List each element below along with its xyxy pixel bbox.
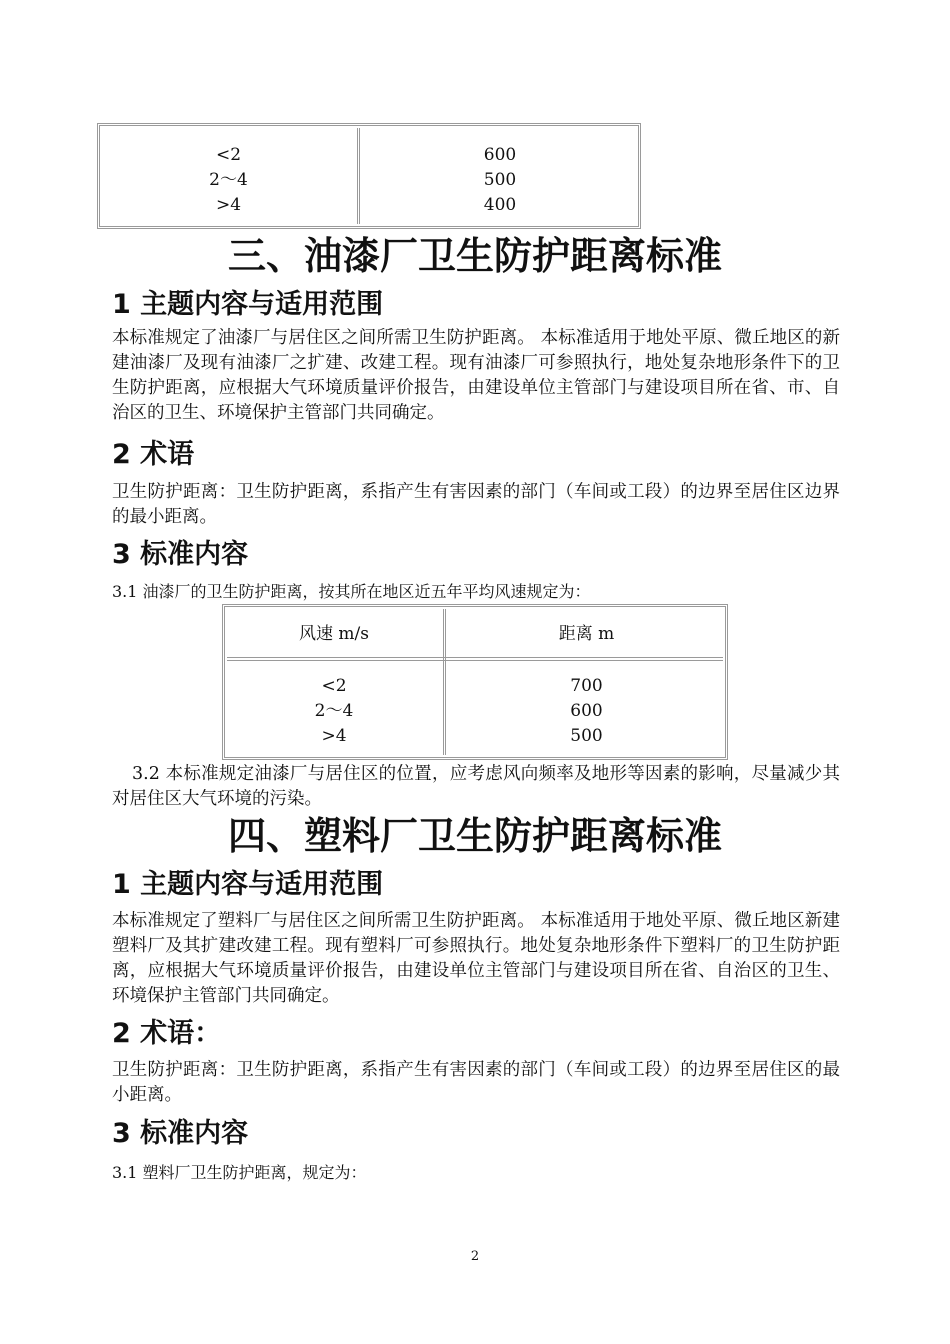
wind-speed-value: >4	[215, 195, 242, 215]
distance-value: 400	[483, 195, 517, 215]
header-wind-speed: 风速 m/s	[299, 624, 369, 644]
distance-table-continued	[97, 123, 641, 229]
distance-column	[362, 143, 638, 218]
paragraph-3-2: 3.2 本标准规定油漆厂与居住区的位置，应考虑风向频率及地形等因素的影响，尽量减少其对居住区大气环境的污染。	[112, 764, 841, 809]
paragraph-terms: 卫生防护距离：卫生防护距离，系指产生有害因素的部门（车间或工段）的边界至居住区边界的最小距离。	[112, 482, 840, 527]
paragraph-3-1: 3.1 塑料厂卫生防护距离，规定为：	[112, 1163, 367, 1182]
distance-column	[448, 674, 725, 749]
table-header-divider	[227, 657, 723, 661]
wind-speed-value: 2～4	[209, 170, 248, 190]
distance-value: 600	[570, 701, 603, 721]
heading-standard-content: 3 标准内容	[112, 539, 249, 570]
wind-speed-value: <2	[321, 676, 347, 696]
wind-speed-column	[225, 674, 443, 749]
heading-terms: 2 术语：	[112, 1018, 222, 1049]
heading-scope: 1 主题内容与适用范围	[112, 289, 384, 320]
page-number: 2	[470, 1249, 480, 1264]
heading-standard-content: 3 标准内容	[112, 1118, 249, 1149]
paint-factory-distance-table	[222, 604, 728, 760]
wind-speed-value: 2～4	[314, 701, 354, 721]
heading-scope: 1 主题内容与适用范围	[112, 869, 384, 900]
distance-value: 500	[483, 170, 517, 190]
distance-value: 700	[570, 676, 603, 696]
section-title-paint-factory: 三、油漆厂卫生防护距离标准	[227, 234, 722, 278]
header-distance: 距离 m	[558, 624, 615, 644]
paragraph-3-1: 3.1 油漆厂的卫生防护距离，按其所在地区近五年平均风速规定为：	[112, 582, 591, 601]
table-divider	[443, 609, 446, 755]
paragraph-terms: 卫生防护距离：卫生防护距离，系指产生有害因素的部门（车间或工段）的边界至居住区的最小距离。	[112, 1060, 840, 1105]
distance-value: 600	[483, 145, 517, 165]
section-title-plastics-factory: 四、塑料厂卫生防护距离标准	[227, 814, 722, 858]
wind-speed-column	[100, 143, 357, 218]
paragraph-scope: 本标准规定了塑料厂与居住区之间所需卫生防护距离。 本标准适用于地处平原、微丘地区新建塑料厂及其扩建改建工程。现有塑料厂可参照执行。地处复杂地形条件下塑料厂的卫生防护距离，应根据大气环境质量评价报告，由建设单位主管部门与建设项目所在省、自治区的卫生、环境保护主管部门共同确定。	[112, 911, 840, 1006]
distance-value: 500	[570, 726, 603, 746]
wind-speed-value: >4	[321, 726, 347, 746]
table-divider	[357, 128, 360, 224]
wind-speed-value: <2	[215, 145, 242, 165]
paragraph-scope: 本标准规定了油漆厂与居住区之间所需卫生防护距离。 本标准适用于地处平原、微丘地区的新建油漆厂及现有油漆厂之扩建、改建工程。现有油漆厂可参照执行，地处复杂地形条件下的卫生防护距离，应根据大气环境质量评价报告，由建设单位主管部门与建设项目所在省、市、自治区的卫生、环境保护主管部门共同确定。	[112, 328, 840, 423]
heading-terms: 2 术语	[112, 439, 195, 470]
